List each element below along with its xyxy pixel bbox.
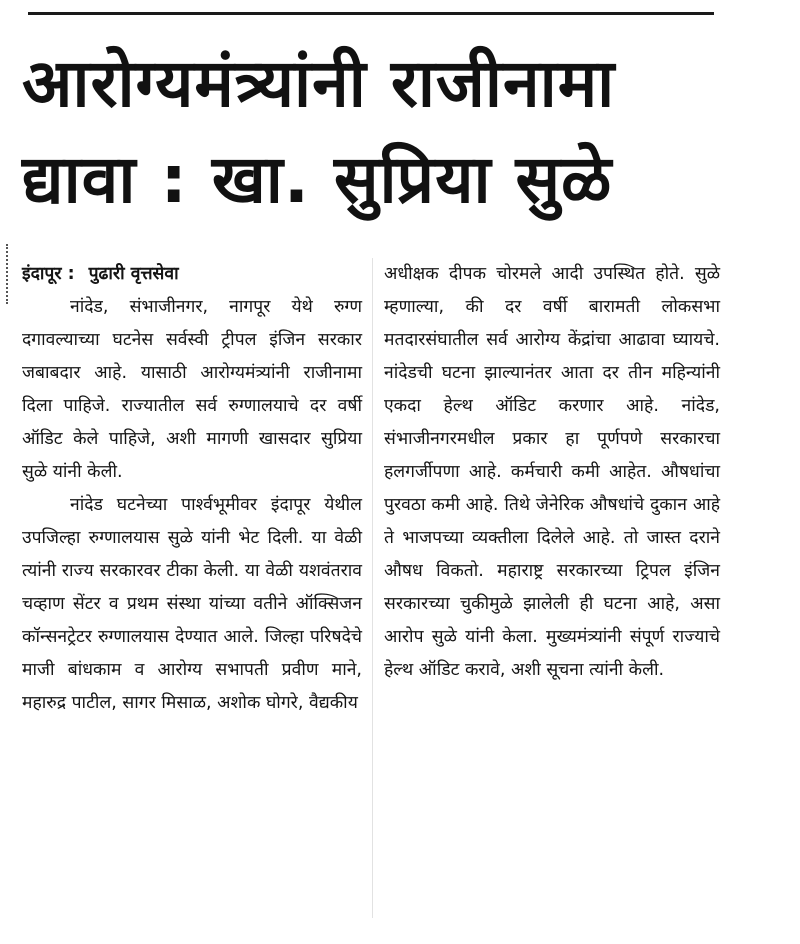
dotted-margin-rule (6, 244, 8, 304)
dateline-source: पुढारी वृत्तसेवा (88, 264, 179, 284)
top-rule (28, 12, 714, 15)
column-divider (372, 258, 373, 918)
left-column (22, 258, 362, 720)
headline: आरोग्यमंत्र्यांनी राजीनामा द्यावा : खा. सुप्रिया सुळे (22, 45, 616, 218)
right-paragraph-1: अधीक्षक दीपक चोरमले आदी उपस्थित होते. सुळे म्हणाल्या, की दर वर्षी बारामती लोकसभा मतदारसंघातील सर्व आरोग्य केंद्रांचा आढावा घ्यायचे. नांदेडची घटना झाल्यानंतर आता दर तीन महिन्यांनी एकदा हेल्थ ऑडिट करणार आहे. नांदेड, संभाजीनगरमधील प्रकार हा पूर्णपणे सरकारचा हलगर्जीपणा आहे. कर्मचारी कमी आहेत. औषधांचा पुरवठा कमी आहे. तिथे जेनेरिक औषधांचे दुकान आहे ते भाजपच्या व्यक्तीला दिलेले आहे. तो जास्त दराने औषध विकतो. महाराष्ट्र सरकारच्या ट्रिपल इंजिन सरकारच्या चुकीमुळे झालेली ही घटना आहे, असा आरोप सुळे यांनी केला. मुख्यमंत्र्यांनी संपूर्ण राज्याचे हेल्थ ऑडिट करावे, अशी सूचना त्यांनी केली. (384, 264, 720, 680)
right-column (384, 258, 720, 687)
dateline-place: इंदापूर : (22, 264, 75, 284)
left-paragraph-2: नांदेड घटनेच्या पार्श्वभूमीवर इंदापूर येथील उपजिल्हा रुग्णालयास सुळे यांनी भेट दिली. या वेळी त्यांनी राज्य सरकारवर टीका केली. या वेळी यशवंतराव चव्हाण सेंटर व प्रथम संस्था यांच्या वतीने ऑक्सिजन कॉन्सनट्रेटर रुग्णालयास देण्यात आले. जिल्हा परिषदेचे माजी बांधकाम व आरोग्य सभापती प्रवीण माने, महारुद्र पाटील, सागर मिसाळ, अशोक घोगरे, वैद्यकीय (22, 495, 362, 713)
left-paragraph-1: नांदेड, संभाजीनगर, नागपूर येथे रुग्ण दगावल्याच्या घटनेस सर्वस्वी ट्रीपल इंजिन सरकार जबाबदार आहे. यासाठी आरोग्यमंत्र्यांनी राजीनामा दिला पाहिजे. राज्यातील सर्व रुग्णालयाचे दर वर्षी ऑडिट केले पाहिजे, अशी मागणी खासदार सुप्रिया सुळे यांनी केली. (22, 297, 362, 482)
dateline (22, 258, 362, 291)
